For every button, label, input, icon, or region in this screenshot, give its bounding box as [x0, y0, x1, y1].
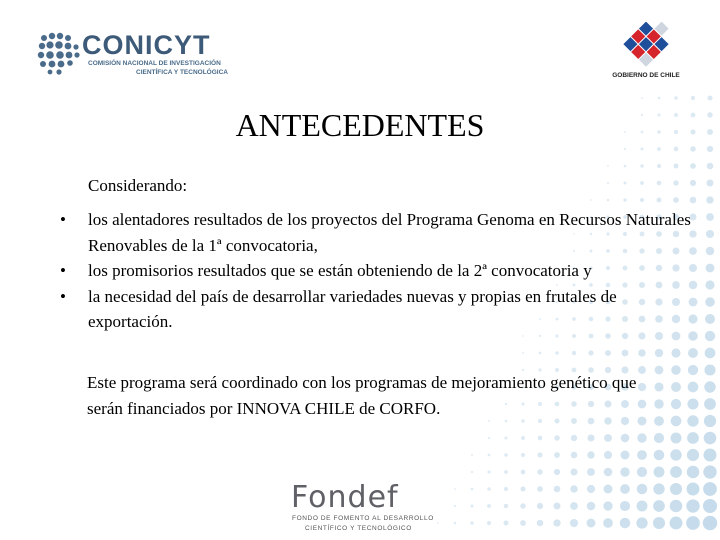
decorative-dot	[654, 416, 664, 426]
decorative-dot	[687, 483, 700, 496]
decorative-dot	[454, 488, 456, 490]
gobierno-de-chile-logo	[606, 22, 686, 84]
bullet-item	[60, 284, 700, 335]
decorative-dot	[487, 487, 490, 490]
decorative-dot	[691, 96, 695, 100]
decorative-dot	[624, 165, 627, 168]
decorative-dot	[504, 453, 507, 456]
decorative-dot	[688, 365, 698, 375]
decorative-dot	[640, 164, 643, 167]
decorative-dot	[655, 349, 663, 357]
decorative-dot	[670, 466, 682, 478]
decorative-dot	[657, 181, 662, 186]
decorative-dot	[637, 484, 648, 495]
decorative-dot	[554, 452, 560, 458]
decorative-dot	[454, 522, 457, 525]
decorative-dot	[638, 349, 646, 357]
bullet-marker: •	[60, 261, 66, 280]
decorative-dot	[587, 485, 595, 493]
decorative-dot	[653, 500, 665, 512]
decorative-dot	[704, 432, 717, 445]
decorative-dot	[537, 469, 542, 474]
decorative-dot	[687, 398, 698, 409]
decorative-dot	[504, 521, 509, 526]
slide-title: ANTECEDENTES	[235, 107, 485, 143]
decorative-dot	[706, 264, 715, 273]
decorative-dot	[686, 499, 699, 512]
decorative-dot	[471, 454, 473, 456]
decorative-dot	[572, 351, 576, 355]
decorative-dot	[637, 450, 647, 460]
decorative-dot	[537, 503, 543, 509]
chile-cubes-emblem-icon	[606, 22, 686, 70]
decorative-dot	[658, 97, 661, 100]
decorative-dot	[674, 147, 679, 152]
decorative-dot	[641, 97, 643, 99]
decorative-dot	[687, 415, 698, 426]
decorative-dot	[604, 485, 613, 494]
decorative-dot	[706, 196, 713, 203]
decorative-dot	[471, 488, 474, 491]
decorative-dot	[488, 454, 491, 457]
decorative-dot	[688, 382, 699, 393]
decorative-dot	[604, 434, 612, 442]
decorative-dot	[670, 500, 683, 513]
decorative-dot	[537, 520, 544, 527]
decorative-dot	[620, 467, 629, 476]
decorative-dot	[570, 519, 578, 527]
decorative-dot	[471, 471, 473, 473]
decorative-dot	[521, 436, 525, 440]
decorative-dot	[538, 436, 543, 441]
intro-text: Considerando:	[88, 176, 188, 195]
decorative-dot	[587, 434, 594, 441]
decorative-dot	[674, 96, 678, 100]
decorative-dot	[454, 505, 456, 507]
decorative-dot	[471, 505, 474, 508]
decorative-dot	[637, 501, 648, 512]
fondef-subtitle-line1: FONDO DE FOMENTO AL DESARROLLO	[292, 515, 434, 522]
decorative-dot	[706, 247, 714, 255]
fondef-logo	[289, 480, 439, 536]
decorative-dot	[554, 469, 560, 475]
decorative-dot	[706, 213, 714, 221]
decorative-dot	[671, 416, 682, 427]
decorative-dot	[705, 280, 714, 289]
decorative-dot	[488, 437, 490, 439]
decorative-dot	[522, 335, 524, 337]
decorative-dot	[654, 399, 663, 408]
decorative-dot	[620, 484, 630, 494]
decorative-dot	[622, 350, 629, 357]
decorative-dot	[654, 433, 664, 443]
decorative-dot	[640, 181, 644, 185]
decorative-dot	[555, 351, 559, 355]
decorative-dot	[520, 503, 525, 508]
decorative-dot	[690, 163, 696, 169]
fondef-wordmark: Fondef	[291, 480, 399, 515]
bullet-item	[60, 207, 700, 258]
decorative-dot	[657, 147, 661, 151]
decorative-dot	[653, 483, 664, 494]
decorative-dot	[555, 334, 558, 337]
decorative-dot	[623, 198, 626, 201]
decorative-dot	[522, 352, 524, 354]
decorative-dot	[671, 399, 681, 409]
decorative-dot	[504, 487, 508, 491]
decorative-dot	[705, 297, 715, 307]
decorative-dot	[470, 521, 473, 524]
bullet-marker: •	[60, 210, 66, 229]
decorative-dot	[705, 314, 715, 324]
decorative-dot	[703, 465, 716, 478]
decorative-dot	[704, 381, 715, 392]
decorative-dot	[587, 468, 595, 476]
decorative-dot	[670, 517, 683, 530]
decorative-dot	[537, 486, 543, 492]
decorative-dot	[587, 519, 596, 528]
decorative-dot	[653, 517, 665, 529]
decorative-dot	[705, 331, 715, 341]
decorative-dot	[554, 486, 561, 493]
decorative-dot	[637, 433, 646, 442]
decorative-dot	[686, 516, 700, 530]
decorative-dot	[620, 501, 630, 511]
decorative-dot	[521, 470, 526, 475]
decorative-dot	[657, 198, 662, 203]
decorative-dot	[690, 180, 696, 186]
decorative-dot	[640, 147, 643, 150]
decorative-dot	[620, 518, 631, 529]
decorative-dot	[604, 468, 613, 477]
decorative-dot	[671, 382, 681, 392]
conicyt-globe-icon	[36, 28, 82, 76]
decorative-dot	[706, 230, 714, 238]
decorative-dot	[607, 165, 609, 167]
decorative-dot	[688, 348, 698, 358]
decorative-dot	[673, 197, 679, 203]
decorative-dot	[707, 163, 714, 170]
decorative-dot	[654, 467, 665, 478]
decorative-dot	[504, 436, 507, 439]
decorative-dot	[636, 517, 647, 528]
decorative-dot	[640, 198, 644, 202]
decorative-dot	[704, 398, 716, 410]
conicyt-subtitle-line1: COMISIÓN NACIONAL DE INVESTIGACIÓN	[88, 60, 221, 67]
decorative-dot	[654, 382, 663, 391]
decorative-dot	[587, 502, 596, 511]
conicyt-wordmark: CONICYT	[82, 30, 211, 60]
decorative-dot	[623, 181, 626, 184]
decorative-dot	[690, 197, 697, 204]
decorative-dot	[521, 487, 526, 492]
decorative-dot	[590, 199, 592, 201]
bullet-text: los promisorios resultados que se están obteniendo de la 2ª convocatoria y	[88, 261, 592, 280]
decorative-dot	[504, 470, 508, 474]
decorative-dot	[707, 95, 712, 100]
decorative-dot	[570, 485, 577, 492]
decorative-dot	[520, 520, 526, 526]
closing-paragraph: Este programa será coordinado con los programas de mejoramiento genético que serán financiados por INNOVA CHILE de CORFO.	[87, 373, 637, 418]
decorative-dot	[703, 482, 717, 496]
decorative-dot	[504, 504, 509, 509]
decorative-dot	[537, 452, 542, 457]
decorative-dot	[487, 504, 491, 508]
decorative-dot	[637, 467, 647, 477]
decorative-dot	[621, 451, 630, 460]
decorative-dot	[624, 148, 626, 150]
decorative-dot	[704, 415, 716, 427]
decorative-dot	[604, 451, 612, 459]
decorative-dot	[553, 519, 560, 526]
bullet-marker: •	[60, 286, 66, 306]
decorative-dot	[571, 469, 578, 476]
decorative-dot	[539, 335, 541, 337]
decorative-dot	[603, 518, 613, 528]
decorative-dot	[657, 164, 661, 168]
decorative-dot	[487, 521, 491, 525]
decorative-dot	[671, 433, 682, 444]
bullet-item	[60, 258, 700, 284]
decorative-dot	[655, 366, 664, 375]
decorative-dot	[487, 470, 490, 473]
decorative-dot	[687, 432, 699, 444]
decorative-dot	[687, 466, 700, 479]
bullet-list	[60, 207, 700, 335]
conicyt-subtitle-line2: CIENTÍFICA Y TECNOLÓGICA	[136, 69, 228, 76]
decorative-dot	[605, 350, 611, 356]
decorative-dot	[671, 365, 681, 375]
decorative-dot	[603, 501, 612, 510]
decorative-dot	[703, 499, 717, 513]
decorative-dot	[621, 434, 630, 443]
decorative-dot	[539, 352, 542, 355]
decorative-dot	[521, 453, 525, 457]
decorative-dot	[673, 180, 678, 185]
decorative-dot	[705, 348, 716, 359]
decorative-dot	[570, 502, 578, 510]
decorative-dot	[671, 348, 680, 357]
decorative-dot	[687, 449, 699, 461]
decorative-dot	[670, 449, 681, 460]
bullet-text: la necesidad del país de desarrollar variedades nuevas y propias en frutales de exportación.	[88, 286, 617, 331]
decorative-dot	[704, 449, 717, 462]
decorative-dot	[588, 350, 593, 355]
decorative-dot	[654, 450, 665, 461]
decorative-dot	[607, 182, 609, 184]
gobierno-de-chile-label: GOBIERNO DE CHILE	[612, 72, 680, 79]
decorative-dot	[554, 435, 559, 440]
decorative-dot	[707, 146, 713, 152]
decorative-dot	[690, 146, 695, 151]
decorative-dot	[571, 435, 577, 441]
bullet-text: los alentadores resultados de los proyectos del Programa Genoma en Recursos Naturales Renovables de la 1ª convocatoria,	[88, 210, 691, 255]
fondef-subtitle-line2: CIENTÍFICO Y TECNOLÓGICO	[305, 525, 412, 532]
decorative-dot	[704, 364, 715, 375]
decorative-dot	[607, 199, 610, 202]
decorative-dot	[670, 483, 682, 495]
decorative-dot	[673, 163, 678, 168]
decorative-dot	[703, 516, 717, 530]
conicyt-logo	[36, 26, 236, 82]
decorative-dot	[587, 451, 594, 458]
decorative-dot	[707, 180, 714, 187]
decorative-dot	[571, 452, 578, 459]
decorative-dot	[554, 503, 561, 510]
decorative-dot	[572, 334, 576, 338]
